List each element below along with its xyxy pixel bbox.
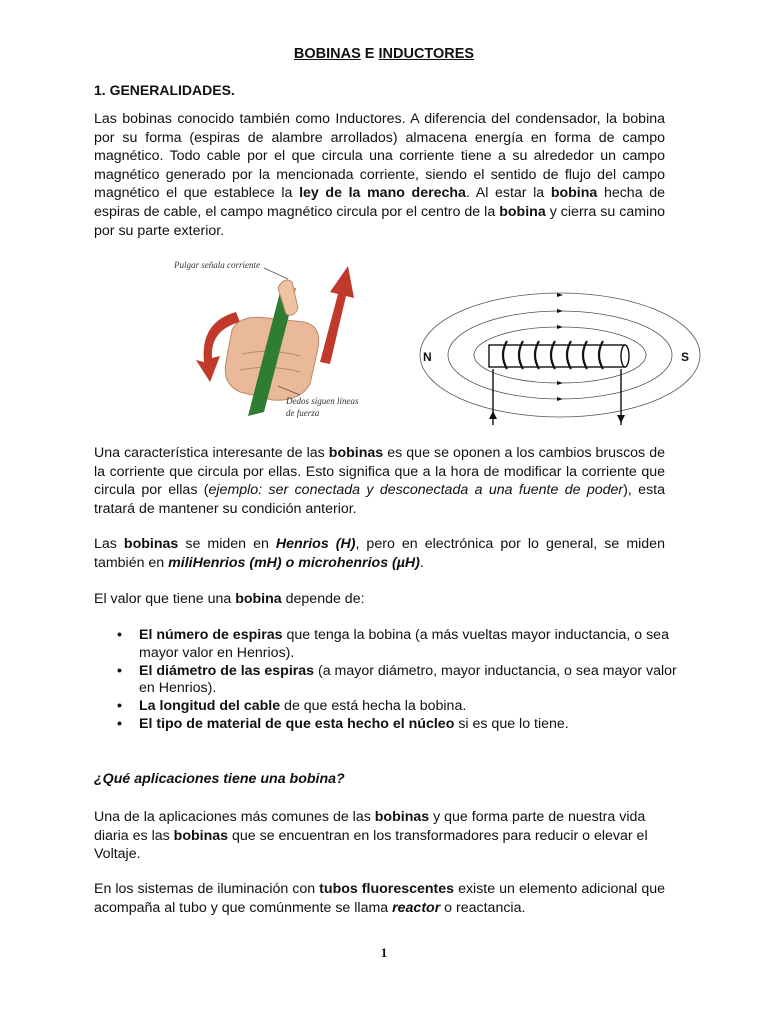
paragraph-valor-depende: El valor que tiene una bobina depende de: <box>94 591 365 607</box>
field-arrow-icon <box>557 309 563 313</box>
paragraph-transformadores: Una de la aplicaciones más comunes de las bobinas y que forma parte de nuestra vida diaria es las bobinas que se encuentran en los transformadores para reducir o elevar el Voltaje. <box>94 809 648 863</box>
paragraph-fluorescentes: En los sistemas de iluminación con tubos fluorescentes existe un elemento adicional que acompaña al tubo y que comúnmente se llama reactor o reactancia. <box>94 881 666 916</box>
paragraph-unidades: Las bobinas se miden en Henrios (H), pero en electrónica por lo general, se miden también en miliHenrios (mH) o microhenrios (µH). <box>94 536 665 571</box>
term-ley-mano-derecha: ley de la mano derecha <box>299 185 466 202</box>
paragraph-cambios-bruscos: Una característica interesante de las bobinas es que se oponen a los cambios bruscos de la corriente que circula por ellas. Esto significa que a la hora de modificar la corriente que circula por ellas (ejemplo: ser conectada y desconectada a una fuente de poder), esta tratará de mantener su condición anterior. <box>94 445 665 517</box>
field-arrow-icon <box>557 381 563 385</box>
hand-label-bottom-2: de fuerza <box>286 408 320 418</box>
field-arrow-icon <box>557 397 563 401</box>
field-arrow-icon <box>557 325 563 329</box>
right-hand-rule-illustration <box>160 252 400 432</box>
hand-label-bottom-1: Dedos siguen líneas <box>286 396 359 406</box>
north-pole-label: N <box>423 350 432 364</box>
document-title <box>0 46 768 62</box>
title-part-2: INDUCTORES <box>378 46 475 62</box>
intro-paragraph: Las bobinas conocido también como Inductores. A diferencia del condensador, la bobina por su forma (espiras de alambre arrollados) almacena energía en forma de campo magnético. Todo cable por el que circula una corriente tiene a su alrededor un campo magnético generado por la mencionada corriente, siendo el sentido de flujo del campo magnético el que establece la ley de la mano derecha. Al estar la bobina hecha de espiras de cable, el campo magnético circula por el centro de la bobina y cierra su camino por su parte exterior. <box>94 111 665 239</box>
list-item: • El número de espiras que tenga la bobina (a más vueltas mayor inductancia, o sea mayor valor en Henrios). <box>117 627 669 661</box>
current-arrow-icon <box>320 266 354 364</box>
list-item: • La longitud del cable de que está hecha la bobina. <box>117 698 467 715</box>
current-out-arrow-icon <box>617 415 625 423</box>
current-in-arrow-icon <box>489 411 497 419</box>
hand-label-top: Pulgar señala corriente <box>174 260 260 270</box>
title-connector: E <box>360 46 379 62</box>
page-number: 1 <box>380 945 388 960</box>
title-part-1: BOBINAS <box>293 46 361 62</box>
subheading-aplicaciones: ¿Qué aplicaciones tiene una bobina? <box>94 771 345 787</box>
field-arrow-icon <box>557 293 563 297</box>
section-heading-generalidades: 1. GENERALIDADES. <box>94 82 235 98</box>
coil-magnetic-field-diagram <box>415 285 705 430</box>
list-item: • El tipo de material de que esta hecho el núcleo si es que lo tiene. <box>117 715 569 732</box>
coil-core <box>489 345 625 367</box>
south-pole-label: S <box>681 350 690 364</box>
list-item: • El diámetro de las espiras (a mayor diámetro, mayor inductancia, o sea mayor valor en Henrios). <box>117 662 677 697</box>
factors-list <box>117 627 677 734</box>
